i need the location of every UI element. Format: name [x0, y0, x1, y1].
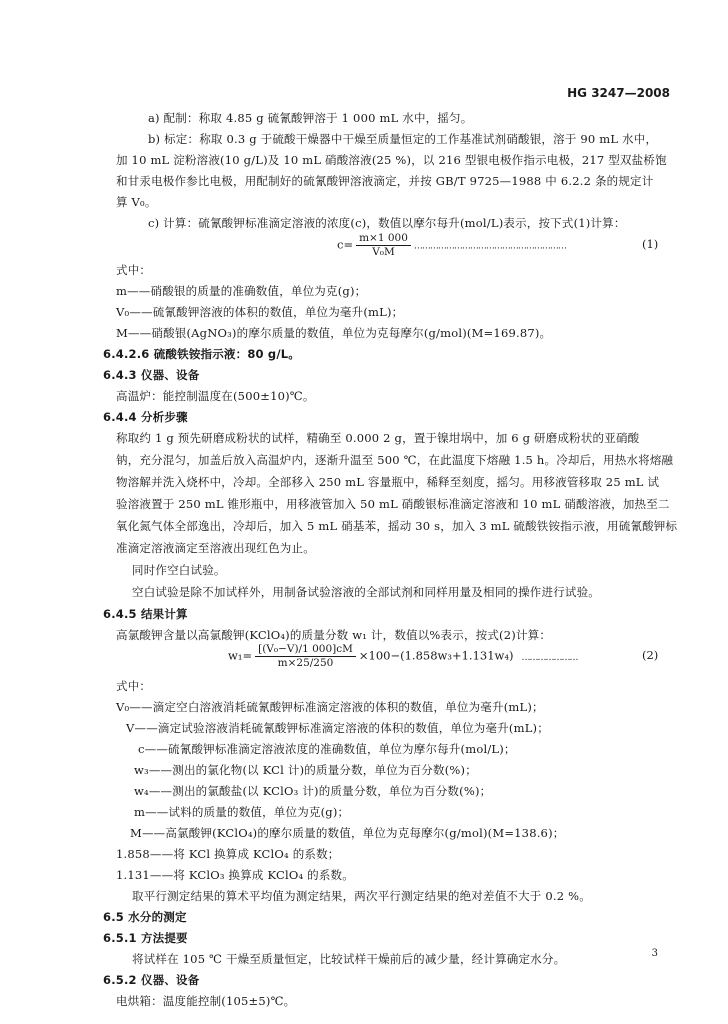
formula-1-denominator: V₀M: [372, 246, 395, 258]
text-line: m——试料的质量的数值，单位为克(g)；: [134, 805, 350, 819]
section-heading: 6.4.3 仪器、设备: [103, 368, 200, 382]
text-line: 式中：: [116, 263, 152, 277]
section-heading: 6.5.2 仪器、设备: [103, 973, 200, 987]
text-line: 物溶解并洗入烧杯中，冷却。全部移入 250 mL 容量瓶中，稀释至刻度，摇匀。用移液管移取 25 mL 试: [116, 475, 660, 489]
text-line: 加 10 mL 淀粉溶液(10 g/L)及 10 mL 硝酸溶液(25 %)，以 216 型银电极作指示电极，217 型双盐桥饱: [116, 153, 667, 167]
formula-2-numerator: [(V₀−V)/1 000]cM: [255, 643, 356, 657]
text-line: 准滴定溶液滴定至溶液出现红色为止。: [116, 541, 315, 555]
formula-1-number: (1): [642, 237, 659, 251]
text-line: V——滴定试验溶液消耗硫氰酸钾标准滴定溶液的体积的数值，单位为毫升(mL)；: [126, 721, 549, 735]
section-heading: 6.4.5 结果计算: [103, 607, 188, 621]
text-line: M——高氯酸钾(KClO₄)的摩尔质量的数值，单位为克每摩尔(g/mol)(M=138.6)；: [130, 826, 565, 840]
text-line: b) 标定：称取 0.3 g 于硫酸干燥器中干燥至质量恒定的工作基准试剂硝酸银，溶于 90 mL 水中，: [148, 132, 658, 146]
formula-2-denominator: m×25/250: [277, 657, 334, 669]
page-number: 3: [651, 948, 658, 959]
text-line: 式中：: [116, 679, 152, 693]
text-line: 称取约 1 g 预先研磨成粉状的试样，精确至 0.000 2 g，置于镍坩埚中，加 6 g 研磨成粉状的亚硝酸: [116, 431, 640, 445]
section-heading: 6.4.2.6 硫酸铁铵指示液：80 g/L。: [103, 347, 300, 361]
text-line: 取平行测定结果的算术平均值为测定结果，两次平行测定结果的绝对差值不大于 0.2 %。: [132, 889, 591, 903]
text-line: c——硫氰酸钾标准滴定溶液浓度的准确数值，单位为摩尔每升(mol/L)；: [138, 742, 516, 756]
text-line: 1.858——将 KCl 换算成 KClO₄ 的系数；: [116, 847, 340, 861]
text-line: 同时作空白试验。: [132, 563, 226, 577]
formula-1-numerator: m×1 000: [356, 232, 411, 246]
formula-2-rest: ×100−(1.858w₃+1.131w₄): [358, 648, 514, 663]
text-line: c) 计算：硫氰酸钾标准滴定溶液的浓度(c)，数值以摩尔每升(mol/L)表示，按下式(1)计算：: [148, 216, 626, 230]
formula-2-fraction: [255, 643, 356, 670]
text-line: 1.131——将 KClO₃ 换算成 KClO₄ 的系数。: [116, 868, 354, 882]
text-line: 将试样在 105 ℃ 干燥至质量恒定，比较试样干燥前后的减少量，经计算确定水分。: [132, 952, 566, 966]
formula-2: [228, 643, 577, 670]
section-heading: 6.5 水分的测定: [103, 910, 187, 924]
formula-1-fraction: [356, 232, 411, 259]
text-line: M——硝酸银(AgNO₃)的摩尔质量的数值，单位为克每摩尔(g/mol)(M=169.87)。: [116, 326, 552, 340]
formula-1: [337, 232, 566, 259]
formula-1-lhs: c=: [337, 237, 354, 252]
formula-2-leader: …………………: [521, 652, 578, 663]
text-line: 高温炉：能控制温度在(500±10)℃。: [116, 389, 315, 403]
text-line: 验溶液置于 250 mL 锥形瓶中，用移液管加入 50 mL 硝酸银标准滴定溶液和 10 mL 硝酸溶液，加热至二: [116, 497, 670, 511]
text-line: 算 V₀。: [116, 195, 157, 209]
standard-number: HG 3247—2008: [567, 86, 670, 100]
section-heading: 6.4.4 分析步骤: [103, 410, 188, 424]
text-line: 空白试验是除不加试样外，用制备试验溶液的全部试剂和同样用量及相同的操作进行试验。: [132, 585, 600, 599]
text-line: 钠，充分混匀，加盖后放入高温炉内，逐渐升温至 500 ℃，在此温度下熔融 1.5 h。冷却后，用热水将熔融: [116, 453, 674, 467]
text-line: 高氯酸钾含量以高氯酸钾(KClO₄)的质量分数 w₁ 计，数值以%表示，按式(2)计算：: [116, 628, 552, 642]
formula-2-number: (2): [642, 648, 659, 662]
text-line: 氧化氮气体全部逸出，冷却后，加入 5 mL 硝基苯，摇动 30 s，加入 3 mL 硫酸铁铵指示液，用硫氰酸钾标: [116, 519, 678, 533]
text-line: 和甘汞电极作参比电极，用配制好的硫氰酸钾溶液滴定，并按 GB/T 9725—1988 中 6.2.2 条的规定计: [116, 174, 654, 188]
text-line: 电烘箱：温度能控制(105±5)℃。: [116, 994, 296, 1008]
text-line: a) 配制：称取 4.85 g 硫氰酸钾溶于 1 000 mL 水中，摇匀。: [148, 111, 473, 125]
section-heading: 6.5.1 方法提要: [103, 931, 188, 945]
text-line: V₀——硫氰酸钾溶液的体积的数值，单位为毫升(mL)；: [116, 305, 404, 319]
text-line: w₃——测出的氯化物(以 KCl 计)的质量分数，单位为百分数(%)；: [134, 763, 477, 777]
text-line: V₀——滴定空白溶液消耗硫氰酸钾标准滴定溶液的体积的数值，单位为毫升(mL)；: [116, 700, 544, 714]
formula-1-leader: …………………………………………………: [413, 241, 566, 252]
text-line: w₄——测出的氯酸盐(以 KClO₃ 计)的质量分数，单位为百分数(%)；: [134, 784, 492, 798]
formula-2-lhs: w₁=: [228, 648, 253, 663]
text-line: m——硝酸银的质量的准确数值，单位为克(g)；: [116, 284, 367, 298]
